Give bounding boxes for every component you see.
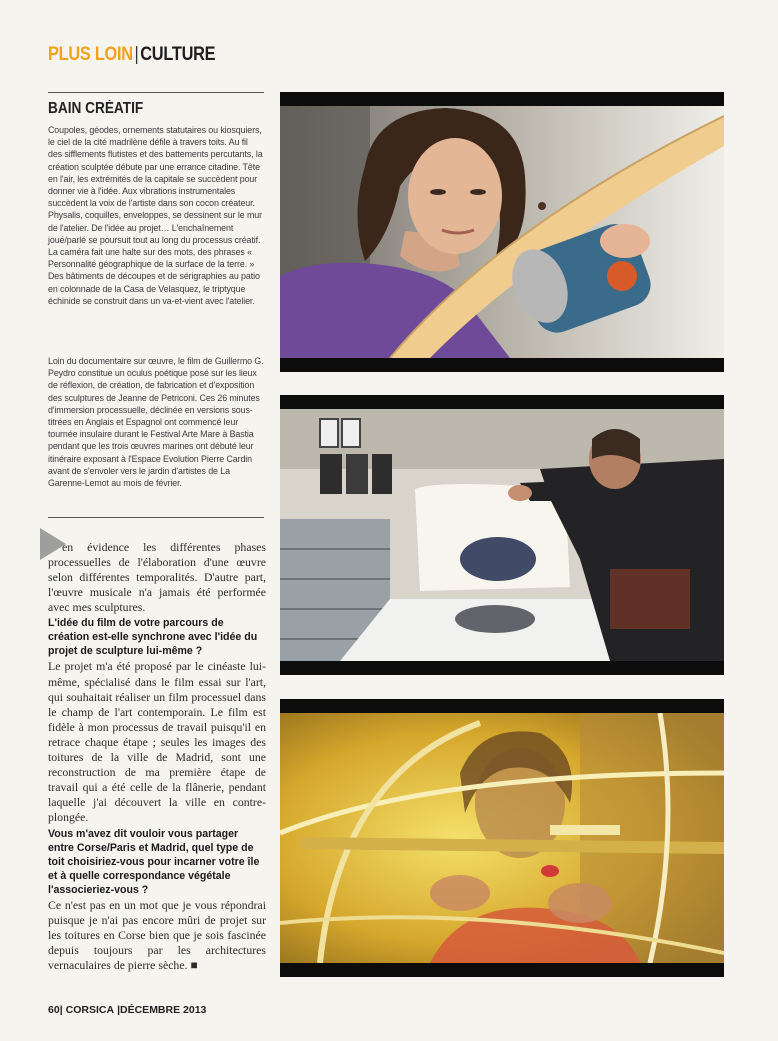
answer-paragraph: Le projet m'a été proposé par le cinéaste lui-même, spécialisé dans le film essai sur l'art, qui souhaitait réaliser un film processuel dans le champ de l'art contemporain. Le film est fidèle à mon processus de travail puisqu'il en retrace chaque étape ; seules les images des toitures de la ville de Madrid, sont une reconstruction de ma première étape de travail qui a été celle de la flânerie, pendant laquelle j'ai découvert la ville en contre-plongée. [48, 659, 266, 825]
answer-paragraph: Ce n'est pas en un mot que je vous répondrai puisque je n'ai pas encore mûri de projet sur les toitures en Corse bien que je sois fascinée depuis toujours par les architectures vernaculaires de pierre sèche. ■ [48, 897, 266, 972]
box-bottom-rule [48, 517, 264, 518]
box-top-rule [48, 92, 264, 93]
interview-column [48, 540, 266, 973]
box-paragraph-1: Coupoles, géodes, ornements statutaires ou kiosquiers, le ciel de la cité madrilène défile à travers toits. Au fil des sifflements flutistes et des battements percutants, la création sculptée débute par une errance citadine. Tête en l'air, les extrémités de la capitale se succèdent pour donner vie à l'idée. Aux vibrations instrumentales succèdent la voix de l'artiste dans son cocon créateur. Physalis, coquilles, enveloppes, se dessinent sur le mur de l'atelier. De l'idée au projet… L'enchaînement joué/parlé se poursuit tout au long du processus créatif. La caméra fait une halte sur des mots, des phrases « Personnalité géographique de la surface de la terre. » Des bâtiments de découpes et de sérigraphies au patio en colonnade de la Casa de Velasquez, le triptyque échinide se construit dans un va-et-vient avec l'atelier. [48, 125, 263, 306]
category-label: CULTURE [140, 44, 216, 65]
section-header [48, 44, 215, 66]
issue-date: DÉCEMBRE 2013 [120, 1004, 207, 1016]
magazine-name: CORSICA [65, 1004, 115, 1016]
box-paragraph-2: Loin du documentaire sur œuvre, le film de Guillermo G. Peydro constitue un oculus poétique posé sur les lieux de réflexion, de création, de fabrication et d'exposition des sculptures de Jeanne de Petriconi. Ces 26 minutes d'immersion processuelle, déclinée en versions sous-titrées en Anglais et Espagnol ont commencé leur tournée insulaire durant le Festival Arte Mare à Bastia pendant que les trois œuvres marines ont débuté leur itinéraire exposant à l'Espace Evolution Pierre Cardin avant de s'envoler vers le jardin d'artistes de La Garenne-Lemot au mois de février. [48, 356, 264, 489]
page-number: 60 [48, 1004, 60, 1016]
box-title: BAIN CRÉATIF [48, 100, 144, 117]
photo-artist-sanding [280, 92, 724, 372]
question-heading: L'idée du film de votre parcours de création est-elle synchrone avec l'idée du projet de sculpture lui-même ? [48, 617, 258, 658]
footer-separator: | [117, 1004, 121, 1016]
photo-printmaker [280, 395, 724, 675]
footer-separator: | [59, 1004, 63, 1016]
section-label: PLUS LOIN [48, 44, 133, 65]
photo-artist-sculpture [280, 699, 724, 977]
header-separator: | [134, 44, 139, 65]
page-footer [48, 1004, 206, 1016]
question-heading: Vous m'avez dit vouloir vous partager entre Corse/Paris et Madrid, quel type de toit choisiriez-vous pour incarner votre île et à quelle correspondance végétale l'associeriez-vous ? [48, 827, 260, 896]
answer-paragraph: en évidence les différentes phases processuelles de l'élaboration d'une œuvre selon différentes temporalités. D'autre part, l'œuvre musicale n'a jamais été performée avec mes sculptures. [48, 540, 266, 615]
